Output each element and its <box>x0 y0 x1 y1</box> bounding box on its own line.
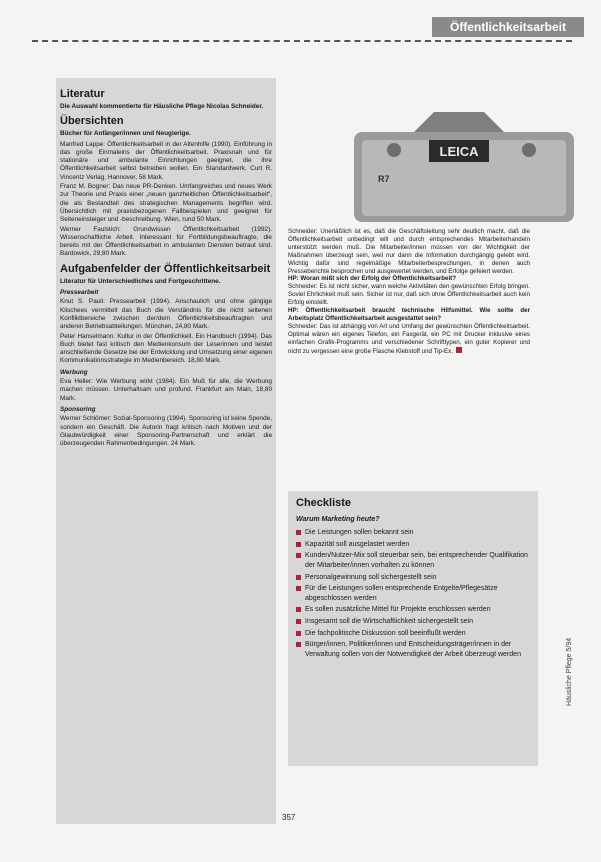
category-label: Sponsoring <box>60 405 96 413</box>
interview-answer-text: Schneider: Das ist abhängig von Art und Umfang der gewünschten Öffentlichkeitsarbeit. Optimal wären ein eigenes Telefon, ein Faxgerät, ein PC mit Drucker inklusive eines einfachen Grafik-Programms und verschiedener Schrifttypen, ein guter Kopierer und nicht zu vergessen eine große Flasche Klebstoff und Tip-Ex. <box>288 322 530 355</box>
camera-brand: LEICA <box>439 144 479 159</box>
checklist-item: Bürger/innen, Politiker/innen und Entscheidungsträger/innen in der Verwaltung sollen von der Notwendigkeit der Arbeit überzeugt werden <box>296 640 530 659</box>
interview-text <box>288 228 530 356</box>
camera-model: R7 <box>378 174 390 184</box>
section-title: Öffentlichkeitsarbeit <box>449 20 567 34</box>
aufgaben-sub: Literatur für Unterschiedliches und Fortgeschrittene. <box>60 277 221 285</box>
aufgaben-heading: Aufgabenfelder der Öffentlichkeitsarbeit <box>60 262 271 275</box>
checklist-box <box>288 491 538 766</box>
book-entry: Knut S. Pauli: Pressearbeit (1994). Anschaulich und ohne gängige Klischees vermittelt das Buch die Verständnis für die nicht seltenen Konfliktbereiche zwischen der/dem Öffentlichkeitsbeauftragten und anderen Betriebsabteilungen. München, 24,80 Mark. <box>60 298 272 331</box>
literature-box <box>56 78 276 824</box>
book-entry: Manfred Lappe: Öffentlichkeitsarbeit in der Altenhilfe (1990). Einführung in das große Einmaleins der Öffentlichkeitsarbeit. Praxisnah und für stationäre und ambulante Einrichtungen geeignet, die ihre Öffentlichkeitsarbeit selbst betreiben wollen. Ein Standardwerk. Curt R. Vincentz Verlag, Hannover, 58 Mark. <box>60 140 272 181</box>
checklist-items <box>296 528 530 659</box>
book-entry: Peter Hanselmann: Kultur in der Öffentlichkeit. Ein Handbuch (1994). Das Buch bietet fast kritisch den Medienkonsum der Leserinnen und leistet anschließende Gesetze bei der Entwicklung und Umsetzung einer eigenen Kommunikationsstrategie im Medienbereich. 18,80 Mark. <box>60 332 272 365</box>
checklist-item: Kunden/Nutzer-Mix soll steuerbar sein, bei entsprechender Qualifikation der Mitarbeiter/innen vorhalten zu können <box>296 551 530 570</box>
checklist-item: Kapazität soll ausgelastet werden <box>296 540 530 550</box>
checklist-item: Die fachpolitische Diskussion soll beeinflußt werden <box>296 629 530 639</box>
checklist-item: Personalgewinnung soll sichergestellt sein <box>296 573 530 583</box>
book-entry: Werner Faulstich: Grundwissen Öffentlichkeitsarbeit (1992). Wissenschaftliche Arbeit. Interessant für Fortbildungsbeauftragte, die bereits mit der Öffentlichkeitsarbeit in ambulanten Diensten betraut sind. Bardowick, 29,80 Mark. <box>60 225 272 258</box>
end-mark-icon <box>456 347 462 353</box>
category-label: Werbung <box>60 368 88 376</box>
interview-question: HP: Woran mißt sich der Erfolg der Öffentlichkeitsarbeit? <box>288 275 457 283</box>
checklist-item: Insgesamt soll die Wirtschaftlichkeit sichergestellt sein <box>296 617 530 627</box>
dashed-divider <box>32 40 572 42</box>
checklist-question: Warum Marketing heute? <box>296 515 380 523</box>
uebersichten-heading: Übersichten <box>60 115 124 128</box>
interview-answer: Schneider: Es ist nicht sicher, wann welche Aktivitäten den gewünschten Erfolg bringen. Soviel Ehrlichkeit muß sein. Sicher ist nur, daß sich ohne Öffentlichkeitsarbeit auch kein Erfolg einstellt. <box>288 283 530 307</box>
side-credit: Häusliche Pflege 5/94 <box>566 637 573 706</box>
checklist-item: Es sollen zusätzliche Mittel für Projekte erschlossen werden <box>296 605 530 615</box>
interview-question: HP: Öffentlichkeitsarbeit braucht technische Hilfsmittel. Wie sollte der Arbeitsplatz Öffentlichkeitsarbeit ausgestattet sein? <box>288 307 530 322</box>
category-label: Pressearbeit <box>60 289 99 297</box>
literatur-text: Die Auswahl kommentierte für Häusliche Pflege Nicolas Schneider. <box>60 103 264 110</box>
checklist-item: Für die Leistungen sollen entsprechende Entgelte/Pflegesätze abgeschlossen werden <box>296 584 530 603</box>
page-number: 357 <box>282 813 296 822</box>
literatur-heading: Literatur <box>60 88 105 100</box>
book-entry: Franz M. Bogner: Das neue PR-Denken. Umfangreiches und neues Werk zur Theorie und Praxis einer „neuen ganzheitlichen Öffentlichkeitsarbeit“, die als Bestandteil des strategischen Managements begriffen wird. Übersichtlich mit praxisbezogenen Fallbeispielen und geeignet für Seiteneinsteiger und -beschreibung. Wien, rund 50 Mark. <box>60 183 272 224</box>
section-header <box>432 17 584 37</box>
interview-answer: Schneider: Unerläßlich ist es, daß die Geschäftsleitung sehr deutlich macht, daß die Öffentlichkeitsarbeit unbedingt will und durch entsprechendes Mitarbeiterhandeln unterstützt werden muß. Die Mitarbeiter/innen müssen von der Wichtigkeit der Maßnahmen überzeugt sein, weil nur dann die Information durchgängig gelebt wird. Wichtig dafür sind regelmäßige Mitarbeiterbesprechungen, in denen auch Presseberichte besprochen und ausgewertet werden, und Erfolge gefeiert werden. <box>288 228 530 275</box>
uebersichten-sub: Bücher für Anfänger/innen und Neugierige. <box>60 130 191 138</box>
book-entry: Eva Heller: Wie Werbung wirkt (1984). Ein Muß für alle, die Werbung machen müssen. Unterhaltsam und profund. Frankfurt am Main, 18,80 Mark. <box>60 378 272 402</box>
book-entry: Werner Schlömer: Sozial-Sponsoring (1994). Sponsoring ist keine Spende, sondern ein Geschäft. Die Autorin fragt kritisch nach Motiven und der Glaubwürdigkeit einer Sponsoring-Partnerschaft und erklärt die überzeugenden Rahmenbedingungen. 24 Mark. <box>60 415 272 448</box>
checklist-title: Checkliste <box>296 497 352 509</box>
interview-answer <box>288 323 530 356</box>
checklist-item: Die Leistungen sollen bekannt sein <box>296 528 530 538</box>
camera-photo <box>334 110 584 228</box>
